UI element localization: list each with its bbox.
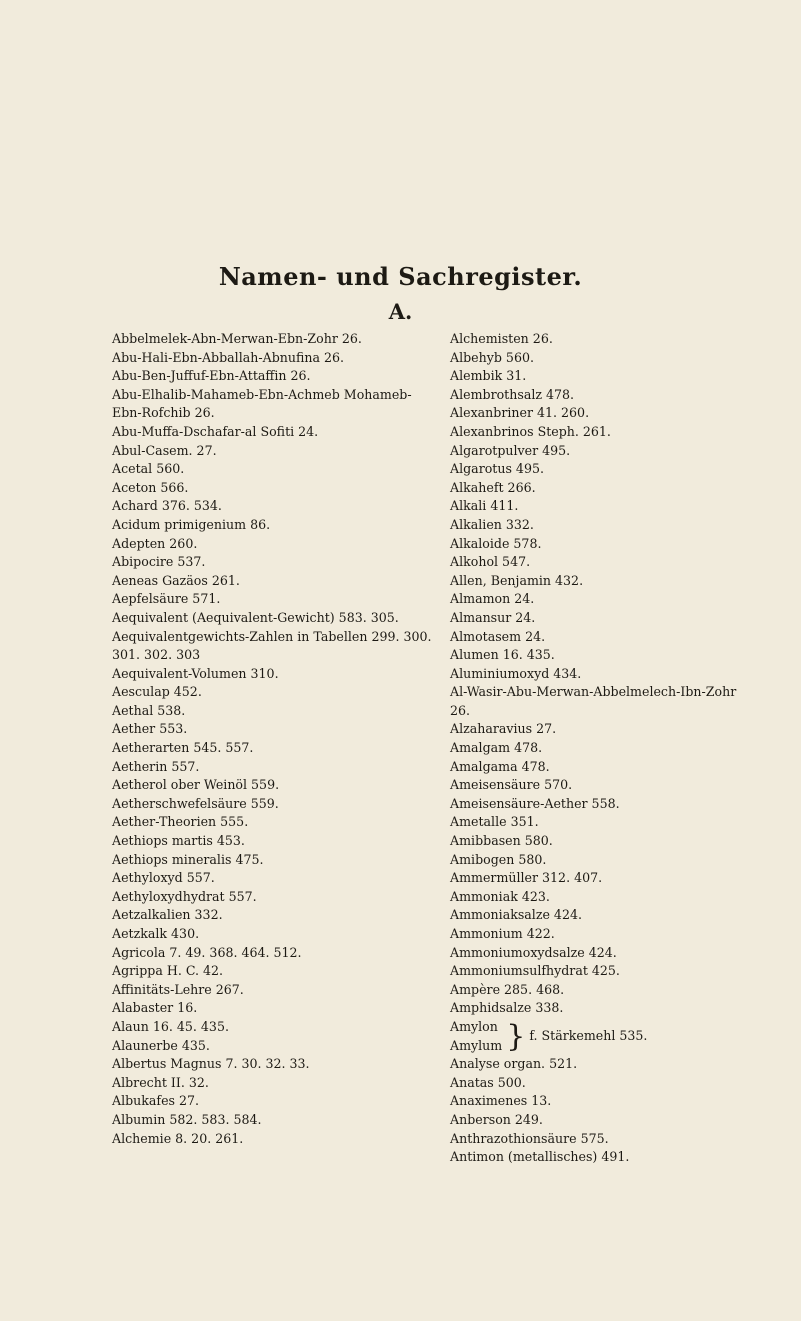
- index-entry: Aetzalkalien 332.: [112, 907, 223, 923]
- index-entry: Amalgam 478.: [450, 740, 543, 756]
- index-entry: Aetherol ober Weinöl 559.: [112, 777, 280, 793]
- index-entry: Abu-Muffa-Dschafar-al Sofiti 24.: [112, 423, 319, 439]
- index-entry: Alzaharavius 27.: [450, 721, 557, 737]
- index-entry: Aequivalent (Aequivalent-Gewicht) 583. 305.: [112, 609, 399, 625]
- index-entry: Aetherschwefelsäure 559.: [112, 795, 279, 811]
- index-entry: Almamon 24.: [450, 591, 535, 607]
- index-entry: Albumin 582. 583. 584.: [112, 1111, 262, 1127]
- index-entry: Ammoniumoxydsalze 424.: [450, 944, 617, 960]
- brace-name: Amylon: [450, 1018, 498, 1034]
- index-entry: Alaunerbe 435.: [112, 1037, 210, 1053]
- index-entry: Achard 376. 534.: [112, 498, 222, 514]
- index-entry: Alembrothsalz 478.: [450, 386, 575, 402]
- index-entry: Albukafes 27.: [112, 1093, 200, 1109]
- index-entry: Albrecht II. 32.: [112, 1074, 209, 1090]
- index-entry: Abbelmelek-Abn-Merwan-Ebn-Zohr 26.: [112, 331, 362, 346]
- index-entry: Amibbasen 580.: [450, 833, 553, 849]
- index-entry: Alaun 16. 45. 435.: [112, 1018, 229, 1034]
- index-entry: Alembik 31.: [450, 368, 527, 384]
- index-entry: Abu-Hali-Ebn-Abballah-Abnufina 26.: [112, 349, 345, 365]
- index-entry: Agricola 7. 49. 368. 464. 512.: [112, 944, 302, 960]
- section-letter: A.: [388, 299, 413, 324]
- index-entry: Abu-Ben-Juffuf-Ebn-Attaffin 26.: [112, 368, 311, 384]
- index-entry: Aetzkalk 430.: [112, 926, 200, 941]
- index-entry: Albehyb 560.: [450, 349, 534, 365]
- index-entry: Ammoniak 423.: [450, 888, 550, 904]
- index-entry-braced: [450, 1018, 755, 1055]
- index-entry: Aeneas Gazäos 261.: [112, 572, 240, 588]
- index-entry: Aethiops martis 453.: [112, 833, 245, 849]
- index-entry: Al-Wasir-Abu-Merwan-Abbelmelech-Ibn-Zohr 26.: [450, 684, 737, 718]
- index-entry: Alkohol 547.: [450, 554, 531, 570]
- brace-reference: f. Stärkemehl 535.: [529, 1028, 648, 1044]
- index-entry: Ameisensäure-Aether 558.: [450, 795, 620, 811]
- index-entry: Aequivalent-Volumen 310.: [112, 665, 279, 681]
- index-entry: Aetherin 557.: [112, 758, 200, 774]
- index-entry: Ammoniumsulfhydrat 425.: [450, 963, 620, 979]
- index-entry: Aether 553.: [112, 721, 188, 737]
- index-entry: Aethal 538.: [112, 702, 186, 718]
- left-column: [112, 330, 432, 1148]
- index-entry: Ammermüller 312. 407.: [450, 870, 603, 886]
- index-entry: Affinitäts-Lehre 267.: [112, 981, 244, 997]
- index-entry: Aepfelsäure 571.: [112, 591, 221, 607]
- index-entry: Aetherarten 545. 557.: [112, 740, 254, 756]
- index-entry: Aethiops mineralis 475.: [112, 851, 264, 867]
- index-entry: Ampère 285. 468.: [450, 981, 565, 997]
- index-entry: Amalgama 478.: [450, 758, 550, 774]
- index-entry: Alexanbriner 41. 260.: [450, 405, 590, 421]
- index-entry: Abu-Elhalib-Mahameb-Ebn-Achmeb Mohameb-Ebn-Rofchib 26.: [112, 386, 412, 421]
- index-entry: Aethyloxyd 557.: [112, 870, 215, 886]
- index-entry: Alkaloide 578.: [450, 535, 542, 551]
- index-entry: Alkaheft 266.: [450, 479, 536, 495]
- brace-symbol: }: [506, 1018, 526, 1054]
- index-entry: Amphidsalze 338.: [450, 1000, 564, 1016]
- index-entry: Alabaster 16.: [112, 1000, 198, 1016]
- index-entry: Anaximenes 13.: [450, 1093, 552, 1109]
- index-entry: Alumen 16. 435.: [450, 647, 555, 663]
- index-entry: Aceton 566.: [112, 479, 189, 495]
- index-entry: Ammonium 422.: [450, 926, 555, 941]
- index-entry: Aequivalentgewichts-Zahlen in Tabellen 299. 300. 301. 302. 303: [112, 628, 432, 663]
- index-entry: Alkali 411.: [450, 498, 519, 514]
- index-entry: Algarotpulver 495.: [450, 442, 571, 458]
- index-entry: Acetal 560.: [112, 461, 185, 477]
- index-entry: Abipocire 537.: [112, 554, 206, 570]
- index-entry: Ammoniaksalze 424.: [450, 907, 582, 923]
- index-entry: Antimon (metallisches) 491.: [450, 1149, 630, 1165]
- index-entry: Aesculap 452.: [112, 684, 202, 700]
- index-entry: Algarotus 495.: [450, 461, 544, 477]
- index-entry: Alchemisten 26.: [450, 331, 553, 346]
- index-entry: Alchemie 8. 20. 261.: [112, 1130, 244, 1146]
- index-entry: Albertus Magnus 7. 30. 32. 33.: [112, 1056, 310, 1072]
- index-entry: Alexanbrinos Steph. 261.: [450, 423, 611, 439]
- index-entry: Anthrazothionsäure 575.: [450, 1130, 609, 1146]
- index-entry: Aethyloxydhydrat 557.: [112, 888, 257, 904]
- index-entry: Agrippa H. C. 42.: [112, 963, 224, 979]
- index-entry: Anberson 249.: [450, 1111, 543, 1127]
- index-entry: Ameisensäure 570.: [450, 777, 573, 793]
- index-entry: Allen, Benjamin 432.: [450, 572, 584, 588]
- index-entry: Abul-Casem. 27.: [112, 442, 217, 458]
- brace-name: Amylum: [450, 1037, 503, 1053]
- index-entry: Aluminiumoxyd 434.: [450, 665, 582, 681]
- index-entry: Almansur 24.: [450, 609, 536, 625]
- index-entry: Acidum primigenium 86.: [112, 516, 271, 532]
- index-entry: Aether-Theorien 555.: [112, 814, 249, 830]
- index-entry: Alkalien 332.: [450, 516, 534, 532]
- right-column: [450, 330, 755, 1167]
- index-entry: Anatas 500.: [450, 1074, 526, 1090]
- index-entry: Adepten 260.: [112, 535, 198, 551]
- index-entry: Ametalle 351.: [450, 814, 539, 830]
- index-entry: Amibogen 580.: [450, 851, 547, 867]
- index-entry: Analyse organ. 521.: [450, 1056, 578, 1072]
- page-title: Namen- und Sachregister.: [218, 262, 583, 291]
- index-entry: Almotasem 24.: [450, 628, 546, 644]
- brace-names: [450, 1018, 502, 1055]
